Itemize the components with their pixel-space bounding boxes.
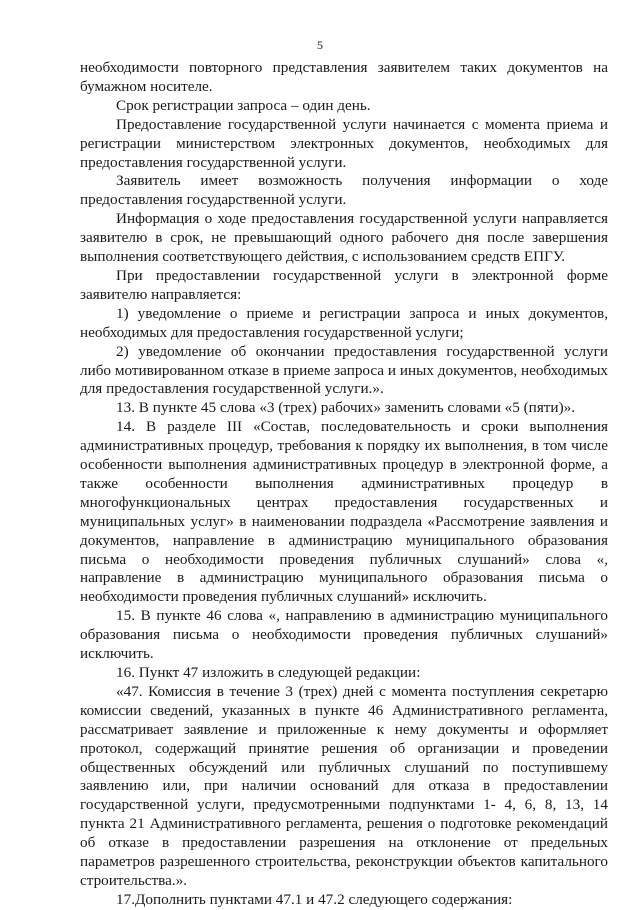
paragraph: Предоставление государственной услуги начинается с момента приема и регистрации министерством электронных документов, необходимых для предоставления государственной услуги. xyxy=(80,115,608,171)
amendment-item: 16. Пункт 47 изложить в следующей редакции: xyxy=(116,664,421,681)
list-item: 2) уведомление об окончании предоставления государственной услуги либо мотивированном отказе в приеме запроса и иных документов, необходимых для предоставления государственной услуги.». xyxy=(80,342,608,398)
paragraph: необходимости повторного представления заявителем таких документов на бумажном носителе. xyxy=(80,59,608,95)
amendment-item: 17.Дополнить пунктами 47.1 и 47.2 следующего содержания: xyxy=(116,890,513,908)
list-item: 1) уведомление о приеме и регистрации запроса и иных документов, необходимых для предоставления государственной услуги; xyxy=(80,304,608,341)
page-number: 5 xyxy=(317,38,323,52)
paragraph: Срок регистрации запроса – один день. xyxy=(116,96,371,114)
amendment-item: 15. В пункте 46 слова «, направлению в администрацию муниципального образования письма о необходимости проведения публичных слушаний» исключить. xyxy=(80,607,608,663)
quoted-paragraph: «47. Комиссия в течение 3 (трех) дней с момента поступления секретарю комиссии сведений, указанных в пункте 46 Административного регламента, рассматривает заявление и приложенные к нему документы и оформляет протокол, содержащий принятие решения об организации и проведении общественных обсуждений или публичных слушаний по поступившему заявлению или, при наличии оснований для отказа в предоставлении государственной услуги, предусмотренными подпунктами 1- 4, 6, 8, 13, 14 пункта 21 Административного регламента, решения о подготовке рекомендаций об отказе в предоставлении разрешения на отклонение от предельных параметров разрешенного строительства, реконструкции объектов капитального строительства.». xyxy=(80,682,608,889)
amendment-item: 14. В разделе III «Состав, последовательность и сроки выполнения административных процедур, требования к порядку их выполнения, в том числе особенности выполнения административных процедур в электронной форме, а также особенности выполнения административных процедур в многофункциональных центрах предоставления государственных и муниципальных услуг» в наименовании подраздела «Рассмотрение заявления и документов, направление в администрацию муниципального образования письма о необходимости проведения публичных слушаний» слова «, направление в администрацию муниципального образования письма о необходимости проведения публичных слушаний» исключить. xyxy=(80,418,608,606)
paragraph: При предоставлении государственной услуги в электронной форме заявителю направляется: xyxy=(80,266,608,303)
document-body xyxy=(80,59,608,910)
amendment-item: 13. В пункте 45 слова «3 (трех) рабочих» заменить словами «5 (пяти)». xyxy=(116,399,576,417)
paragraph: Заявитель имеет возможность получения информации о ходе предоставления государственной услуги. xyxy=(80,172,608,209)
paragraph: Информация о ходе предоставления государственной услуги направляется заявителю в срок, не превышающий одного рабочего дня после завершения выполнения соответствующего действия, с использованием средств ЕПГУ. xyxy=(80,210,608,266)
